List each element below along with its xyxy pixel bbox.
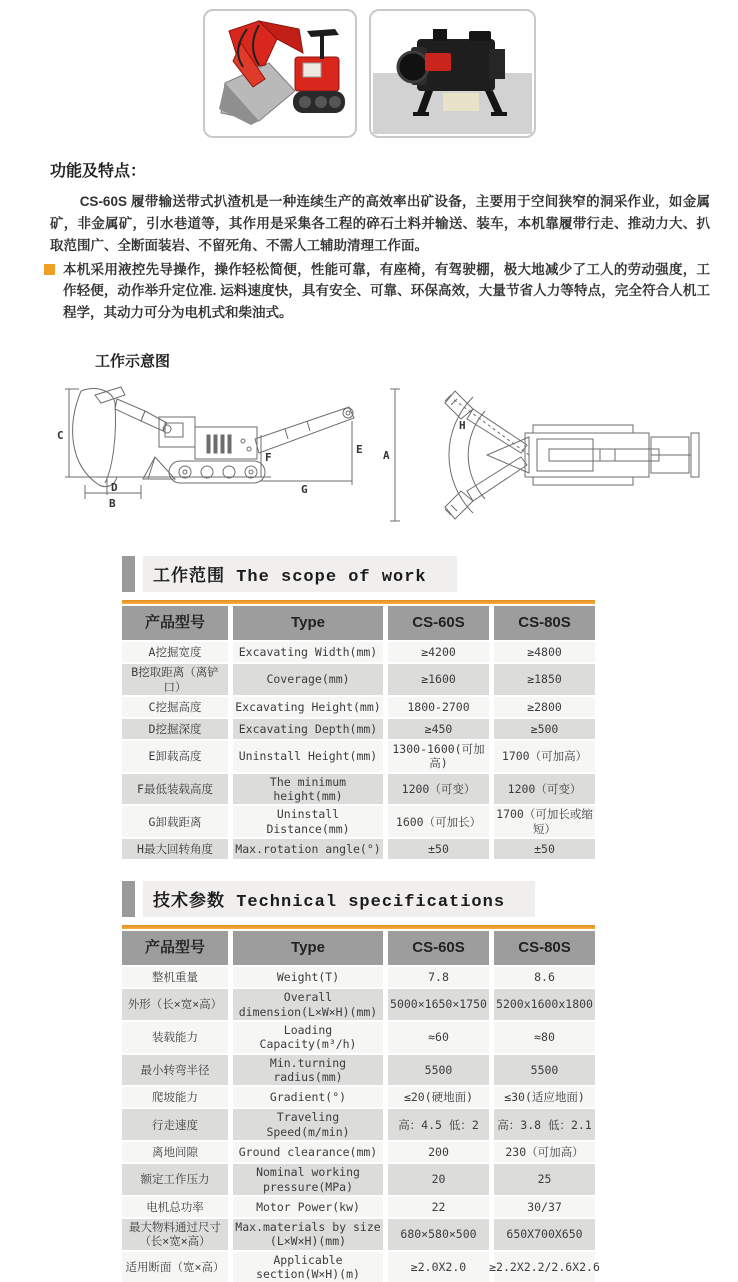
engine-photo-illustration <box>373 13 532 134</box>
table-cell: Gradient(°) <box>233 1087 383 1107</box>
work-diagram-drawing <box>55 377 703 529</box>
dim-label-F: F <box>265 451 272 465</box>
table-cell: ±50 <box>388 839 489 859</box>
table-cell: 1800-2700 <box>388 697 489 717</box>
table-row <box>122 839 595 859</box>
table-row <box>122 719 595 739</box>
table-cell: Weight(T) <box>233 967 383 987</box>
features-paragraph-1: CS-60S 履带输送带式扒渣机是一种连续生产的高效率出矿设备，主要用于空间狭窄的洞采作业，如金属矿，非金属矿，引水巷道等，其作用是采集各工程的碎石土料并输送、装车，本机靠履带行走、推动力大、扒取范围广、全断面装岩、不留死角、不需人工辅助清理工作面。 <box>50 194 710 253</box>
table-row <box>122 664 595 695</box>
table-cell: ≥500 <box>494 719 595 739</box>
table-row <box>122 774 595 805</box>
table-cell: 650X700X650 <box>494 1219 595 1250</box>
table-cell: 行走速度 <box>122 1109 228 1140</box>
table-header-cell: Type <box>233 606 383 640</box>
table-cell: 额定工作压力 <box>122 1164 228 1195</box>
scope-table <box>122 606 595 859</box>
section-title-bar-icon <box>122 556 135 592</box>
table-cell: 装载能力 <box>122 1022 228 1053</box>
table-row <box>122 989 595 1020</box>
table-cell: ≥2.0X2.0 <box>388 1252 489 1282</box>
table-row <box>122 1252 600 1282</box>
table-header-cell: 产品型号 <box>122 931 228 965</box>
table-cell: ≤30(适应地面) <box>494 1087 595 1107</box>
table-header-cell: CS-60S <box>388 606 489 640</box>
table-cell: 5500 <box>494 1055 595 1086</box>
table-cell: G卸载距离 <box>122 806 228 837</box>
work-diagram-canvas <box>55 377 738 534</box>
table-cell: Max.materials by size (L×W×H)(mm) <box>233 1219 383 1250</box>
table-cell: 7.8 <box>388 967 489 987</box>
work-diagram-heading: 工作示意图 <box>95 353 171 371</box>
table-cell: 高：4.5 低：2 <box>388 1109 489 1140</box>
table-cell: 1700（可加高） <box>494 741 595 772</box>
table-cell: Excavating Width(mm) <box>233 642 383 662</box>
table-row <box>122 1055 595 1086</box>
engine-photo[interactable] <box>369 9 536 138</box>
table-cell: Nominal working pressure(MPa) <box>233 1164 383 1195</box>
table-row <box>122 642 595 662</box>
features-paragraph-2 <box>50 259 710 325</box>
table-cell: 1600（可加长） <box>388 806 489 837</box>
table-cell: 20 <box>388 1164 489 1195</box>
table-cell: Min.turning radius(mm) <box>233 1055 383 1086</box>
table-cell: 最大物料通过尺寸（长×宽×高） <box>122 1219 228 1250</box>
table-cell: Excavating Depth(mm) <box>233 719 383 739</box>
table-cell: Excavating Height(mm) <box>233 697 383 717</box>
table-cell: Overall dimension(L×W×H)(mm) <box>233 989 383 1020</box>
table-cell: 5000×1650×1750 <box>388 989 489 1020</box>
table-row <box>122 1109 595 1140</box>
side-view-drawing <box>65 387 354 499</box>
table-cell: Motor Power(kw) <box>233 1197 383 1217</box>
top-view-drawing <box>390 389 699 521</box>
table-cell: Coverage(mm) <box>233 664 383 695</box>
table-cell: 200 <box>388 1142 489 1162</box>
table-cell: The minimum height(mm) <box>233 774 383 805</box>
table-row <box>122 1022 595 1053</box>
table-cell: D挖掘深度 <box>122 719 228 739</box>
table-row <box>122 1142 595 1162</box>
table-header-cell: CS-60S <box>388 931 489 965</box>
table-cell: 高：3.8 低：2.1 <box>494 1109 595 1140</box>
table-cell: C挖掘高度 <box>122 697 228 717</box>
table-header-cell: 产品型号 <box>122 606 228 640</box>
dim-label-B: B <box>109 497 116 511</box>
table-cell: ≥450 <box>388 719 489 739</box>
table-cell: 适用断面（宽×高） <box>122 1252 228 1282</box>
table-header-cell: CS-80S <box>494 606 595 640</box>
table-cell: ≈60 <box>388 1022 489 1053</box>
features-section <box>50 158 710 324</box>
table-cell: A挖掘宽度 <box>122 642 228 662</box>
table-header-row <box>122 606 595 640</box>
dim-label-G: G <box>301 483 308 497</box>
table-cell: Uninstall Distance(mm) <box>233 806 383 837</box>
table-cell: Max.rotation angle(°) <box>233 839 383 859</box>
table-cell: Ground clearance(mm) <box>233 1142 383 1162</box>
table-cell: 离地间隙 <box>122 1142 228 1162</box>
table-header-row <box>122 931 595 965</box>
table-cell: 电机总功率 <box>122 1197 228 1217</box>
table-row <box>122 1087 595 1107</box>
table-cell: 1200（可变） <box>388 774 489 805</box>
table-cell: 22 <box>388 1197 489 1217</box>
table-cell: 爬坡能力 <box>122 1087 228 1107</box>
table-cell: 1300-1600(可加高) <box>388 741 489 772</box>
table-cell: 680×580×500 <box>388 1219 489 1250</box>
spec-table <box>122 931 600 1282</box>
table-header-cell: Type <box>233 931 383 965</box>
product-photos <box>0 0 738 138</box>
table-header-cell: CS-80S <box>494 931 595 965</box>
table-cell: B挖取距离（离铲口） <box>122 664 228 695</box>
table-cell: 5500 <box>388 1055 489 1086</box>
table-cell: ≥2800 <box>494 697 595 717</box>
table-row <box>122 806 595 837</box>
table-cell: 最小转弯半径 <box>122 1055 228 1086</box>
scope-table-accent-line <box>122 600 595 604</box>
table-cell: 整机重量 <box>122 967 228 987</box>
table-cell: ≥4200 <box>388 642 489 662</box>
machine-photo-illustration <box>207 13 353 134</box>
table-cell: Uninstall Height(mm) <box>233 741 383 772</box>
table-cell: 1200（可变） <box>494 774 595 805</box>
scope-section-title <box>122 556 738 592</box>
dim-label-E: E <box>356 443 363 457</box>
table-cell: F最低装载高度 <box>122 774 228 805</box>
table-cell: E卸载高度 <box>122 741 228 772</box>
dim-label-H: H <box>459 419 466 433</box>
table-row <box>122 741 595 772</box>
table-cell: ≥2.2X2.2/2.6X2.6 <box>494 1252 595 1282</box>
scope-section-title-text: 工作范围 The scope of work <box>143 556 457 592</box>
dim-label-A: A <box>383 449 390 463</box>
table-row <box>122 697 595 717</box>
table-cell: ±50 <box>494 839 595 859</box>
features-heading: 功能及特点： <box>50 163 147 180</box>
table-cell: Loading Capacity(m³/h) <box>233 1022 383 1053</box>
table-cell: ≥4800 <box>494 642 595 662</box>
table-cell: ≥1600 <box>388 664 489 695</box>
work-diagram-section <box>57 350 738 534</box>
table-row <box>122 1164 595 1195</box>
table-cell: 5200x1600x1800 <box>494 989 595 1020</box>
table-cell: ≥1850 <box>494 664 595 695</box>
table-cell: Traveling Speed(m/min) <box>233 1109 383 1140</box>
spec-section-title <box>122 881 738 917</box>
table-cell: ≈80 <box>494 1022 595 1053</box>
bullet-square-icon <box>44 264 55 275</box>
table-cell: 230（可加高） <box>494 1142 595 1162</box>
table-row <box>122 967 595 987</box>
dim-label-C: C <box>57 429 64 443</box>
dim-label-D: D <box>111 481 118 495</box>
spec-section-title-text: 技术参数 Technical specifications <box>143 881 535 917</box>
spec-table-accent-line <box>122 925 595 929</box>
table-cell: Applicable section(W×H)(m) <box>233 1252 383 1282</box>
table-cell: 8.6 <box>494 967 595 987</box>
table-cell: 25 <box>494 1164 595 1195</box>
table-cell: 30/37 <box>494 1197 595 1217</box>
table-row <box>122 1219 595 1250</box>
section-title-bar-icon <box>122 881 135 917</box>
table-cell: ≤20(硬地面) <box>388 1087 489 1107</box>
features-paragraph-2-text: 本机采用液控先导操作，操作轻松简便，性能可靠，有座椅，有驾驶棚，极大地减少了工人的劳动强度，工作轻便，动作举升定位准. 运料速度快，具有安全、可靠、环保高效，大量节省人力等特点，完全符合人机工程学，其动力可分为电机式和柴油式。 <box>63 261 710 321</box>
table-cell: H最大回转角度 <box>122 839 228 859</box>
table-cell: 外形（长×宽×高） <box>122 989 228 1020</box>
table-cell: 1700（可加长或缩短） <box>494 806 595 837</box>
machine-photo[interactable] <box>203 9 357 138</box>
